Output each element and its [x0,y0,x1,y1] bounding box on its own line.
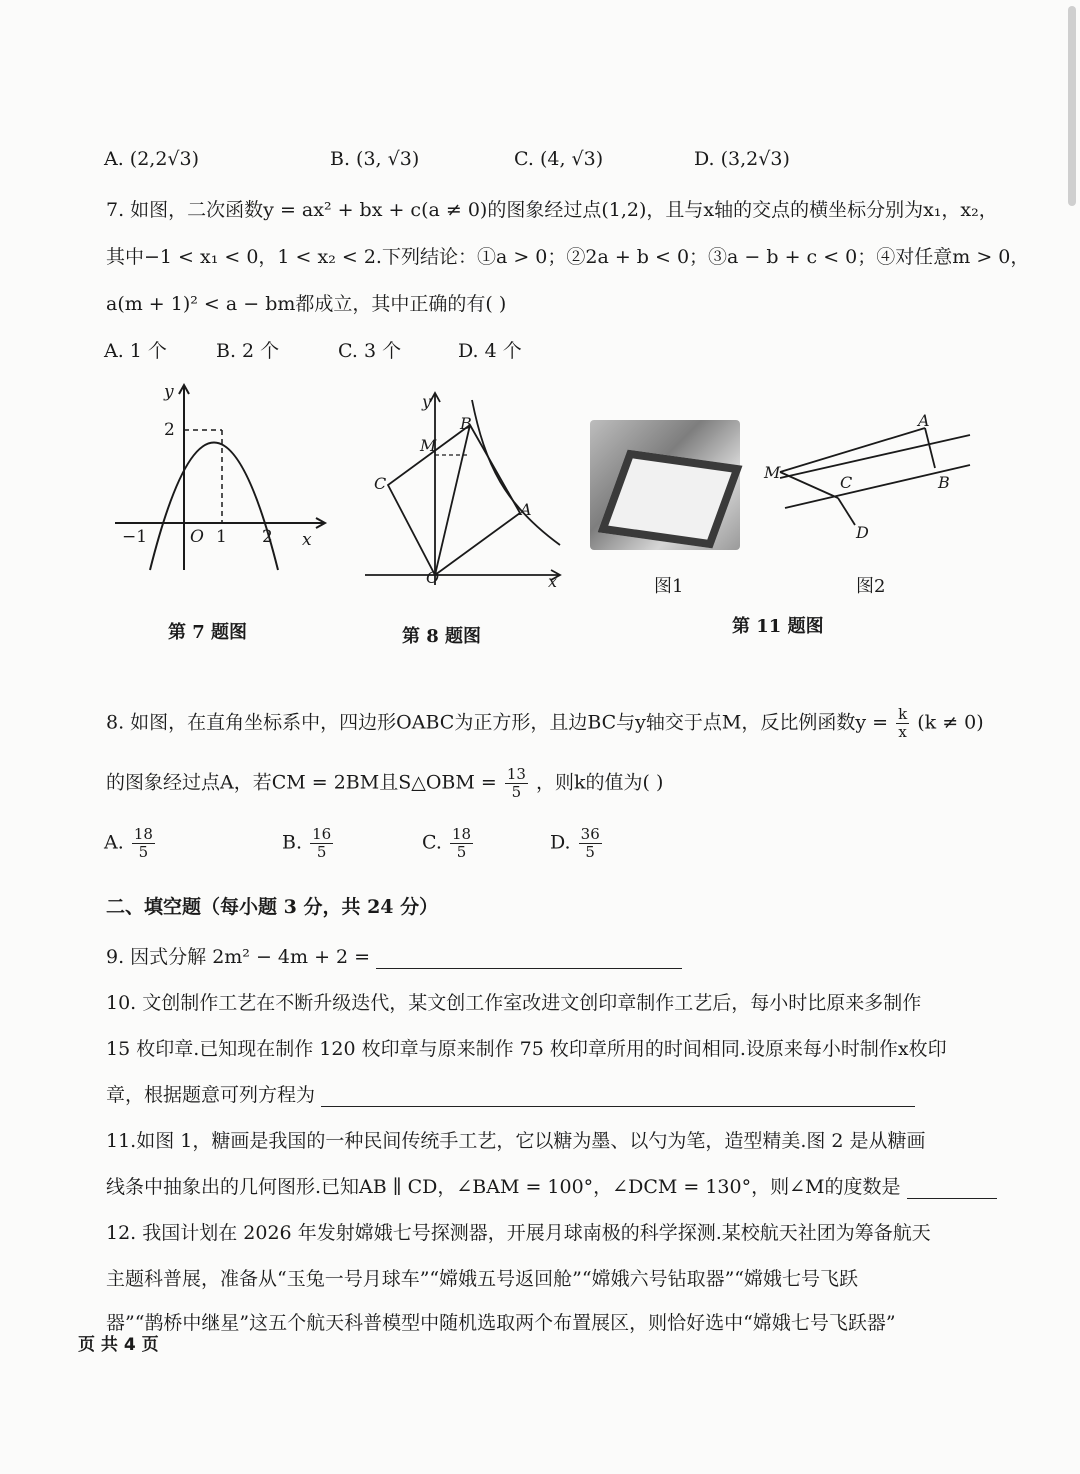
q8-area-fraction [505,766,528,801]
q8-option-c-num: 18 [451,825,472,843]
q8-option-a-label: A. [104,831,124,854]
fig11-a-label: A [918,411,930,430]
q8-area-num: 13 [506,765,526,783]
page-footer: 页 共 4 页 [78,1335,159,1355]
q11-line-1: 11.如图 1，糖画是我国的一种民间传统手工艺，它以糖为墨、以勺为笔，造型精美.图 2 是从糖画 [106,1130,926,1152]
q8-option-d-den: 5 [585,843,595,861]
fig7-x-label: x [302,530,312,550]
q10-line-1: 10. 文创制作工艺在不断升级迭代，某文创工作室改进文创印章制作工艺后，每小时比原来多制作 [106,992,922,1014]
scrollbar[interactable] [1068,6,1076,206]
fig8-y-label: y [422,392,432,411]
q8-option-a [104,826,157,861]
q9-text: 9. 因式分解 2m² − 4m + 2 = [106,946,371,968]
q10-answer-blank[interactable] [321,1084,915,1107]
fig8-m-label: M [420,436,437,455]
q7-line-2: 其中−1 < x₁ < 0，1 < x₂ < 2.下列结论：①a > 0；②2a + b < 0；③a − b + c < 0；④对任意m > 0， [106,246,1030,268]
q12-line-3: 器”“鹊桥中继星”这五个航天科普模型中随机选取两个布置展区，则恰好选中“嫦娥七号飞跃器” [106,1312,896,1334]
q8-k-over-x-fraction [896,706,909,741]
q6-option-b: B. (3, √3) [330,148,420,170]
q8-line-1-tail: (k ≠ 0) [917,711,984,734]
q8-option-a-den: 5 [138,843,149,861]
fig7-caption: 第 7 题图 [168,622,248,643]
q8-line-1-text: 8. 如图，在直角坐标系中，四边形OABC为正方形，且边BC与y轴交于点M，反比例函数y = [106,711,889,734]
q8-area-den: 5 [511,783,522,801]
q8-option-a-num: 18 [133,825,153,843]
q8-option-b-label: B. [282,831,303,854]
fig8-x-label: x [548,572,558,591]
q7-option-a: A. 1 个 [104,340,167,362]
q11-line-2-text: 线条中抽象出的几何图形.已知AB ∥ CD，∠BAM = 100°，∠DCM = 130°，则∠M的度数是 [106,1176,901,1198]
q7-option-b: B. 2 个 [216,340,280,362]
fig7-two-label: 2 [262,527,273,547]
q8-line-2 [106,766,663,801]
q8-frac-num: k [898,705,908,723]
fig8-o-label: O [426,568,440,587]
q9-line [106,942,682,969]
fig7-one-label: 1 [216,527,227,547]
fig11-sub1-label: 图1 [654,576,684,597]
q10-line-3 [106,1080,915,1107]
fig8-a-label: A [520,500,532,519]
q7-option-d: D. 4 个 [458,340,522,362]
q8-line-1 [106,706,984,741]
q10-line-3-text: 章，根据题意可列方程为 [106,1084,316,1106]
q7-option-c: C. 3 个 [338,340,402,362]
figure-11-geometry [760,410,975,550]
q11-answer-blank[interactable] [907,1176,997,1199]
q10-line-2: 15 枚印章.已知现在制作 120 枚印章与原来制作 75 枚印章所用的时间相同.设原来每小时制作x枚印 [106,1038,947,1060]
q8-line-2-text: 的图象经过点A，若CM = 2BM且S△OBM = [106,771,497,794]
fig8-b-label: B [460,414,472,433]
q9-answer-blank[interactable] [376,946,682,969]
fig8-c-label: C [374,474,387,493]
fig7-y-label: y [164,382,174,402]
figure-7-parabola [110,375,340,575]
figure-8-square [360,385,570,600]
q6-option-c: C. (4, √3) [514,148,604,170]
q12-line-2: 主题科普展，准备从“玉兔一号月球车”“嫦娥五号返回舱”“嫦娥六号钻取器”“嫦娥七号飞跃 [106,1268,858,1290]
fig8-caption: 第 8 题图 [402,626,482,647]
fig11-sugar-painting-photo [590,420,740,550]
section-2-heading: 二、填空题（每小题 3 分，共 24 分） [106,896,439,918]
fig7-neg-one-label: −1 [122,527,148,547]
q8-option-d [550,826,604,861]
fig11-d-label: D [856,523,869,542]
q8-option-b [282,826,335,861]
q8-line-2-tail: ，则k的值为( ) [536,771,664,794]
q6-option-d: D. (3,2√3) [694,148,790,170]
fig11-sub2-label: 图2 [856,576,886,597]
q8-frac-den: x [898,723,907,741]
fig7-two-axis-label: 2 [164,420,175,440]
fig11-b-label: B [938,473,950,492]
q7-line-1: 7. 如图，二次函数y = ax² + bx + c(a ≠ 0)的图象经过点(1,2)，且与x轴的交点的横坐标分别为x₁，x₂， [106,199,998,221]
q8-option-c [422,826,475,861]
fig11-m-label: M [764,463,781,482]
q8-option-b-den: 5 [316,843,327,861]
fig11-c-label: C [840,473,853,492]
q8-option-d-num: 36 [580,825,600,843]
q8-option-c-den: 5 [456,843,467,861]
q11-line-2 [106,1172,997,1199]
q8-option-d-label: D. [550,831,571,854]
fig7-origin-label: O [190,527,204,547]
fig11-caption: 第 11 题图 [732,616,824,637]
q6-option-a: A. (2,2√3) [104,148,200,170]
q8-option-c-label: C. [422,831,442,854]
q8-option-b-num: 16 [312,825,332,843]
q12-line-1: 12. 我国计划在 2026 年发射嫦娥七号探测器，开展月球南极的科学探测.某校航天社团为筹备航天 [106,1222,931,1244]
q7-line-3: a(m + 1)² < a − bm都成立，其中正确的有( ) [106,293,507,315]
